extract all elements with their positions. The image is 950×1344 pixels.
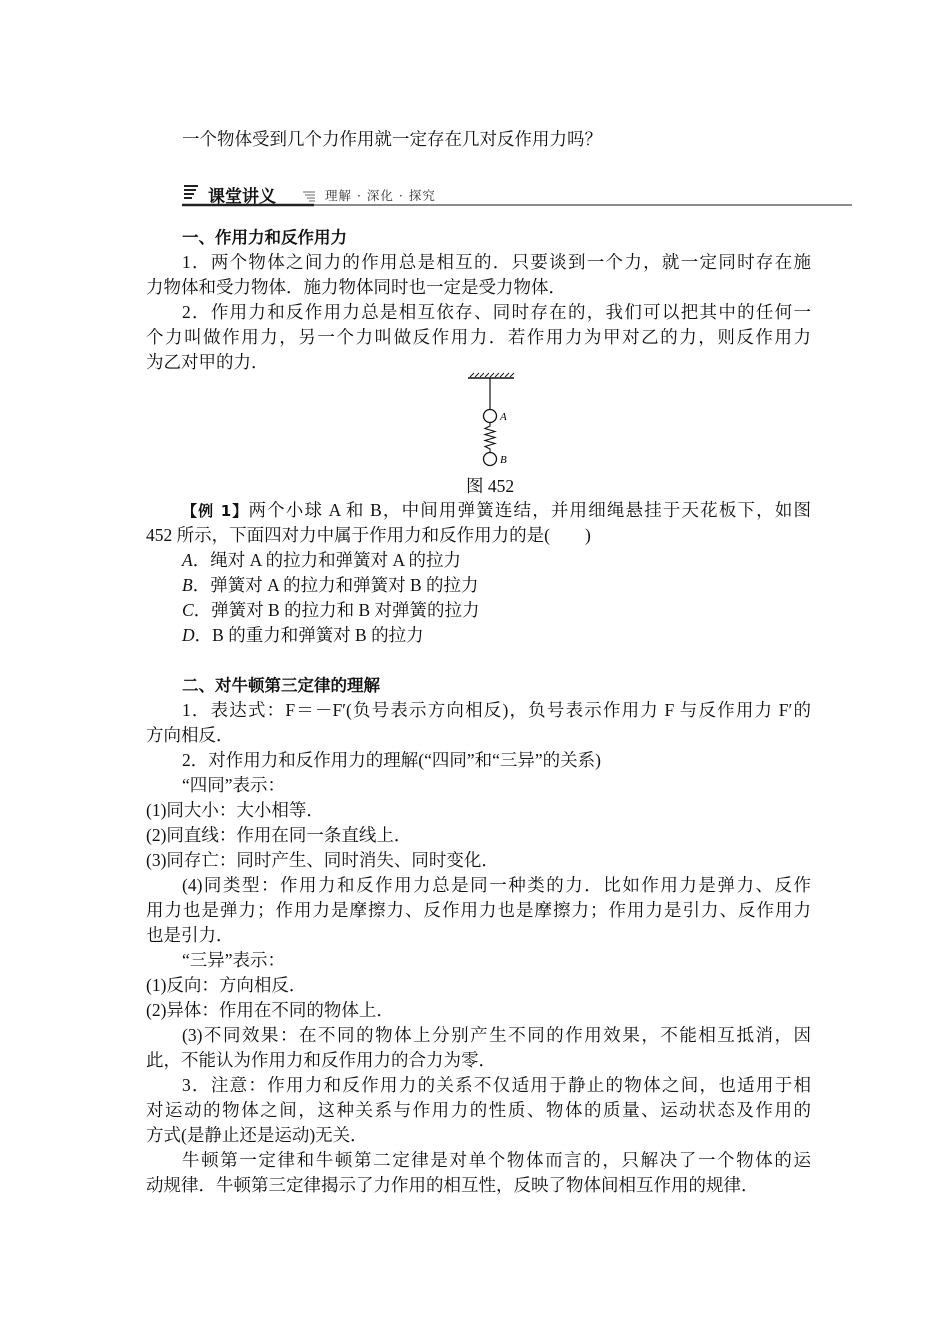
four-same-4-line3: 也是引力． — [146, 925, 234, 945]
section-title: 课堂讲义 — [208, 187, 276, 207]
s1-p2-line1: 2．作用力和反作用力总是相互依存、同时存在的，我们可以把其中的任何一 — [182, 302, 811, 322]
three-diff-1: (1)反向：方向相反． — [146, 975, 307, 995]
heading-1: 一、作用力和反作用力 — [182, 228, 347, 247]
heading-2: 二、对牛顿第三定律的理解 — [182, 676, 380, 695]
ceiling-hatch — [470, 373, 514, 377]
s2-p4-line1: 牛顿第一定律和牛顿第二定律是对单个物体而言的，只解决了一个物体的运 — [182, 1150, 811, 1170]
section-header — [182, 180, 852, 210]
s1-p1-line1: 1．两个物体之间力的作用总是相互的．只要谈到一个力，就一定同时存在施 — [182, 252, 811, 272]
ball-b — [484, 453, 497, 466]
header-stripe-icon — [184, 186, 198, 198]
option-c: C．弹簧对 B 的拉力和 B 对弹簧的拉力 — [182, 600, 480, 620]
section-header-decoration — [182, 180, 852, 210]
s2-p3-line3: 方式(是静止还是运动)无关． — [146, 1125, 368, 1145]
section-subtitle: 理解 · 深化 · 探究 — [325, 188, 436, 203]
example-line2: 452 所示，下面四对力中属于作用力和反作用力的是( ) — [146, 525, 591, 545]
three-diff-3-line2: 此，不能认为作用力和反作用力的合力为零． — [146, 1050, 496, 1070]
label-a: A — [500, 411, 507, 423]
s2-p3-line1: 3．注意：作用力和反作用力的关系不仅适用于静止的物体之间，也适用于相 — [182, 1075, 811, 1095]
three-diff-2: (2)异体：作用在不同的物体上． — [146, 1000, 394, 1020]
example-text1: 两个小球 A 和 B，中间用弹簧连结，并用细绳悬挂于天花板下，如图 — [248, 500, 811, 520]
option-a: A．绳对 A 的拉力和弹簧对 A 的拉力 — [182, 550, 462, 570]
s2-p1-line2: 方向相反． — [146, 725, 234, 745]
s1-p2-line2: 个力叫做作用力，另一个力叫做反作用力．若作用力为甲对乙的力，则反作用力 — [146, 327, 811, 347]
option-d: D．B 的重力和弹簧对 B 的拉力 — [182, 625, 424, 645]
four-same-3: (3)同存亡：同时产生、同时消失、同时变化． — [146, 850, 499, 870]
s2-p2: 2．对作用力和反作用力的理解(“四同”和“三异”的关系) — [182, 750, 601, 770]
figure-caption: 图 452 — [466, 476, 515, 496]
intro-question: 一个物体受到几个力作用就一定存在几对反作用力吗？ — [182, 129, 602, 149]
example-line1 — [182, 498, 811, 524]
four-same-1: (1)同大小：大小相等． — [146, 800, 324, 820]
three-diff-3-line1: (3)不同效果：在不同的物体上分别产生不同的作用效果，不能相互抵消，因 — [182, 1025, 811, 1045]
s2-p4-line2: 动规律．牛顿第三定律揭示了力作用的相互性，反映了物体间相互作用的规律． — [146, 1175, 759, 1195]
spring-figure — [460, 372, 520, 472]
three-diff-title: “三异”表示： — [182, 950, 286, 970]
s1-p1-line2: 力物体和受力物体．施力物体同时也一定是受力物体． — [146, 277, 566, 297]
option-b: B．弹簧对 A 的拉力和弹簧对 B 的拉力 — [182, 575, 479, 595]
label-b: B — [500, 454, 507, 466]
four-same-4-line1: (4)同类型：作用力和反作用力总是同一种类的力．比如作用力是弹力、反作 — [182, 875, 811, 895]
four-same-4-line2: 用力也是弹力；作用力是摩擦力、反作用力也是摩擦力；作用力是引力、反作用力 — [146, 900, 811, 920]
header-small-stripe-icon — [303, 192, 315, 201]
four-same-2: (2)同直线：作用在同一条直线上． — [146, 825, 412, 845]
s2-p3-line2: 对运动的物体之间，这种关系与作用力的性质、物体的质量、运动状态及作用的 — [146, 1100, 811, 1120]
s1-p2-line3: 为乙对甲的力． — [146, 352, 269, 372]
s2-p1-line1: 1．表达式：F＝－F′(负号表示方向相反)，负号表示作用力 F 与反作用力 F′的 — [182, 700, 811, 720]
example-tag: 【例 1】 — [182, 502, 249, 520]
spring — [485, 423, 495, 453]
ball-a — [484, 410, 497, 423]
four-same-title: “四同”表示： — [182, 775, 286, 795]
